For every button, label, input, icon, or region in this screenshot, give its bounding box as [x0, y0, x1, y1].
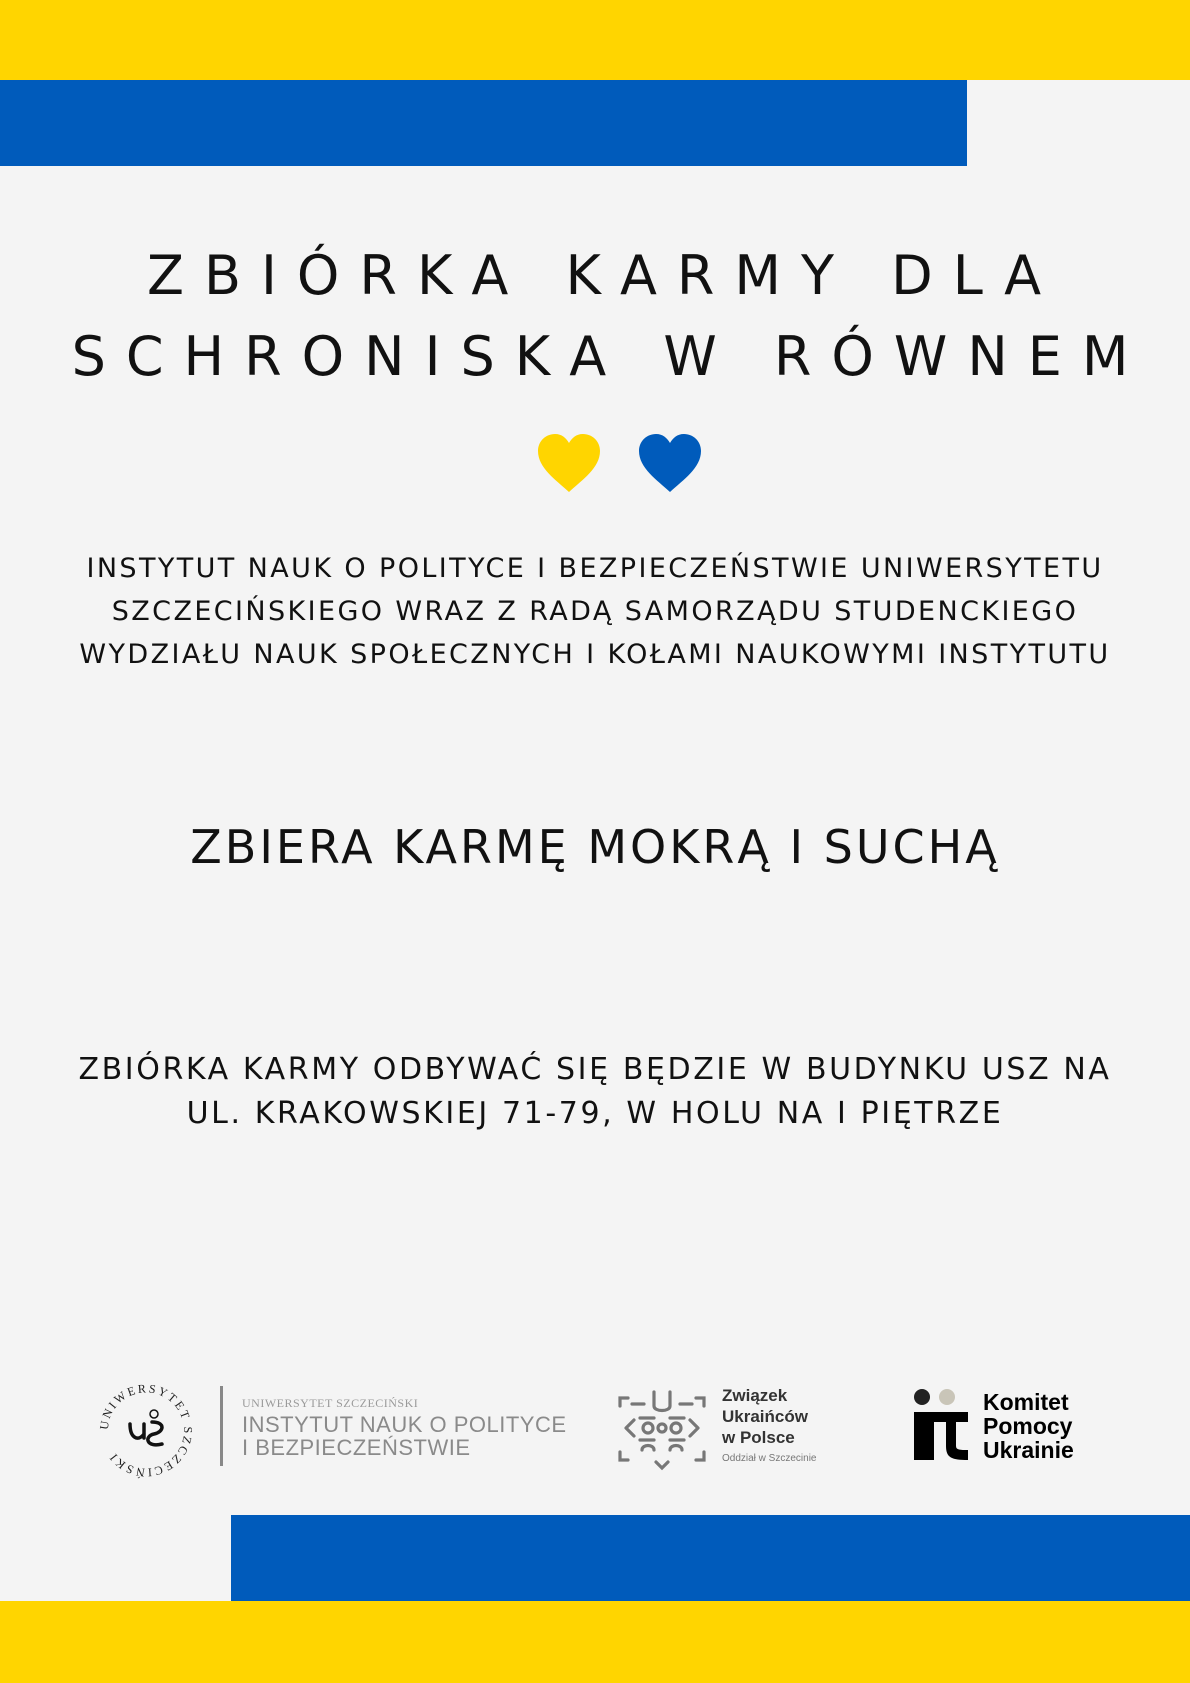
institute-logo-line-2: I BEZPIECZEŃSTWIE [242, 1435, 471, 1460]
institute-logo-line-1: INSTYTUT NAUK O POLITYCE [242, 1412, 567, 1437]
seal-text: UNIWERSYTET SZCZECIŃSKI [96, 1381, 196, 1480]
top-yellow-stripe [0, 0, 1190, 80]
organizers-line-1: INSTYTUT NAUK O POLITYCE I BEZPIECZEŃSTWIE UNIWERSYTETU [86, 553, 1104, 584]
hearts-row [0, 432, 1190, 494]
top-blue-stripe [0, 80, 967, 166]
blue-heart-icon [637, 432, 703, 494]
aid-committee-line-3: Ukrainie [983, 1437, 1074, 1463]
bottom-blue-stripe [231, 1515, 1190, 1601]
poster-title-line-1: ZBIÓRKA KARMY DLA [146, 244, 1062, 307]
ukrainian-union-line-3: w Polsce [722, 1428, 795, 1447]
aid-committee-logo-icon [912, 1388, 970, 1460]
organizers-line-3: WYDZIAŁU NAUK SPOŁECZNYCH I KOŁAMI NAUKOWYMI INSTYTUTU [79, 639, 1111, 670]
aid-committee-line-2: Pomocy [983, 1413, 1073, 1439]
institute-logo-small-text: UNIWERSYTET SZCZECIŃSKI [242, 1396, 419, 1410]
aid-committee-line-1: Komitet [983, 1389, 1069, 1415]
poster-title-line-2: SCHRONISKA W RÓWNEM [71, 325, 1149, 388]
ukrainian-union-line-2: Ukraińców [722, 1407, 808, 1426]
bottom-yellow-stripe [0, 1601, 1190, 1683]
svg-text:UNIWERSYTET SZCZECIŃSKI [97, 1381, 195, 1479]
location-line-1: ZBIÓRKA KARMY ODBYWAĆ SIĘ BĘDZIE W BUDYNKU USZ NA [78, 1052, 1112, 1087]
ukrainian-union-logo-icon [614, 1384, 710, 1474]
university-seal-logo [94, 1378, 198, 1482]
collects-heading: ZBIERA KARMĘ MOKRĄ I SUCHĄ [190, 820, 1000, 874]
location-line-2: UL. KRAKOWSKIEJ 71-79, W HOLU NA I PIĘTRZE [186, 1096, 1004, 1131]
logo-divider [220, 1386, 223, 1466]
ukrainian-union-line-1: Związek [722, 1386, 788, 1405]
organizers-line-2: SZCZECIŃSKIEGO WRAZ Z RADĄ SAMORZĄDU STUDENCKIEGO [111, 596, 1079, 627]
yellow-heart-icon [536, 432, 602, 494]
ukrainian-union-branch: Oddział w Szczecinie [722, 1453, 817, 1464]
